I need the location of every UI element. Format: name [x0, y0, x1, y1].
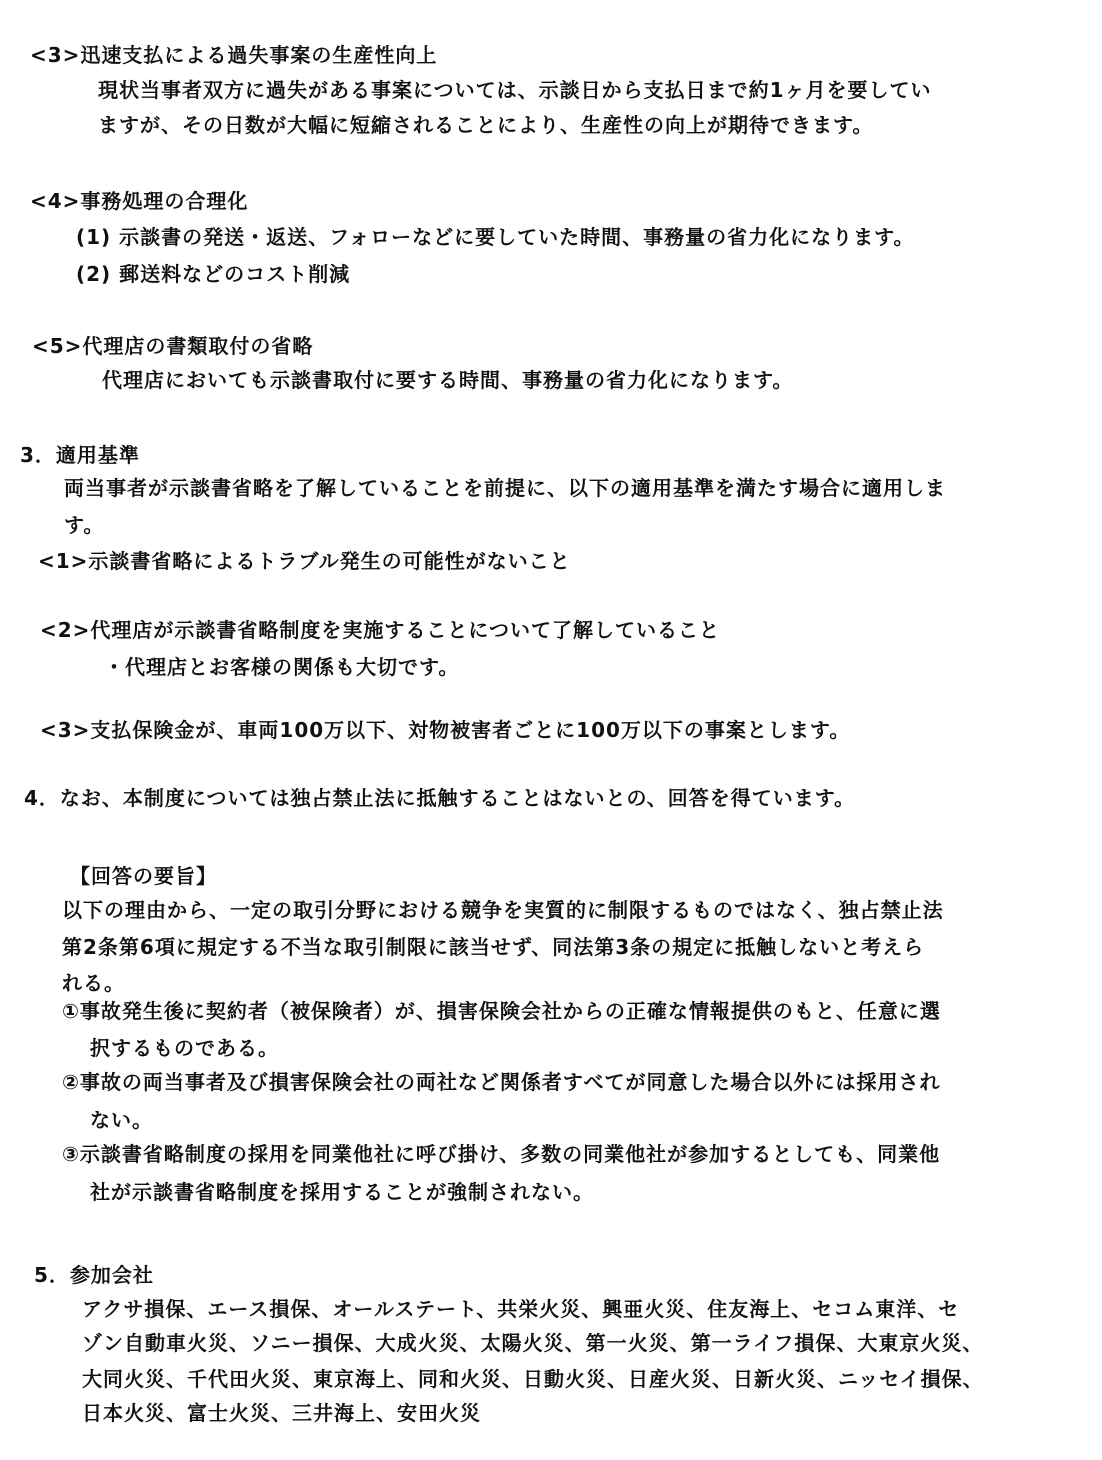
- section-item-3-heading: <3>迅速支払による過失事案の生産性向上: [30, 43, 438, 67]
- body-text: れる。: [62, 971, 125, 995]
- company-list-line: ゾン自動車火災、ソニー損保、大成火災、太陽火災、第一火災、第一ライフ損保、大東京火災、: [82, 1331, 984, 1355]
- criteria-item-1: <1>示談書省略によるトラブル発生の可能性がないこと: [38, 549, 571, 573]
- body-text: ますが、その日数が大幅に短縮されることにより、生産性の向上が期待できます。: [98, 113, 874, 137]
- criteria-note: ・代理店とお客様の関係も大切です。: [104, 655, 460, 679]
- company-list-line: 大同火災、千代田火災、東京海上、同和火災、日動火災、日産火災、日新火災、ニッセイ損保、: [82, 1367, 984, 1391]
- reason-item-2: ②事故の両当事者及び損害保険会社の両社など関係者すべてが同意した場合以外には採用され: [62, 1070, 941, 1094]
- body-text: 現状当事者双方に過失がある事案については、示談日から支払日まで約1ヶ月を要してい: [98, 78, 932, 102]
- body-text: 第2条第6項に規定する不当な取引制限に該当せず、同法第3条の規定に抵触しないと考えら: [62, 935, 925, 959]
- section-item-5-heading: <5>代理店の書類取付の省略: [32, 334, 314, 358]
- company-list-line: アクサ損保、エース損保、オールステート、共栄火災、興亜火災、住友海上、セコム東洋、セ: [82, 1297, 960, 1321]
- body-text: す。: [64, 513, 105, 537]
- reason-item-2-cont: ない。: [90, 1108, 153, 1132]
- reason-item-1-cont: 択するものである。: [90, 1036, 279, 1060]
- reason-item-3: ③示談書省略制度の採用を同業他社に呼び掛け、多数の同業他社が参加するとしても、同業他: [62, 1142, 941, 1166]
- section-heading-5: 5．参加会社: [34, 1263, 154, 1287]
- criteria-item-3: <3>支払保険金が、車両100万以下、対物被害者ごとに100万以下の事案とします。: [40, 718, 851, 742]
- body-text: 両当事者が示談書省略を了解していることを前提に、以下の適用基準を満たす場合に適用しま: [64, 476, 946, 500]
- section-item-4-heading: <4>事務処理の合理化: [30, 189, 249, 213]
- company-list-line: 日本火災、富士火災、三井海上、安田火災: [82, 1401, 481, 1425]
- reason-item-3-cont: 社が示談書省略制度を採用することが強制されない。: [90, 1180, 594, 1204]
- list-item: (1) 示談書の発送・返送、フォローなどに要していた時間、事務量の省力化になります。: [76, 225, 915, 249]
- section-heading-4: 4．なお、本制度については独占禁止法に抵触することはないとの、回答を得ています。: [24, 786, 856, 810]
- body-text: 以下の理由から、一定の取引分野における競争を実質的に制限するものではなく、独占禁止法: [62, 898, 944, 922]
- answer-summary-heading: 【回答の要旨】: [70, 864, 217, 888]
- body-text: 代理店においても示談書取付に要する時間、事務量の省力化になります。: [102, 368, 794, 392]
- criteria-item-2: <2>代理店が示談書省略制度を実施することについて了解していること: [40, 618, 721, 642]
- section-heading-3: 3．適用基準: [20, 443, 140, 467]
- reason-item-1: ①事故発生後に契約者（被保険者）が、損害保険会社からの正確な情報提供のもと、任意に選: [62, 999, 941, 1023]
- list-item: (2) 郵送料などのコスト削減: [76, 262, 351, 286]
